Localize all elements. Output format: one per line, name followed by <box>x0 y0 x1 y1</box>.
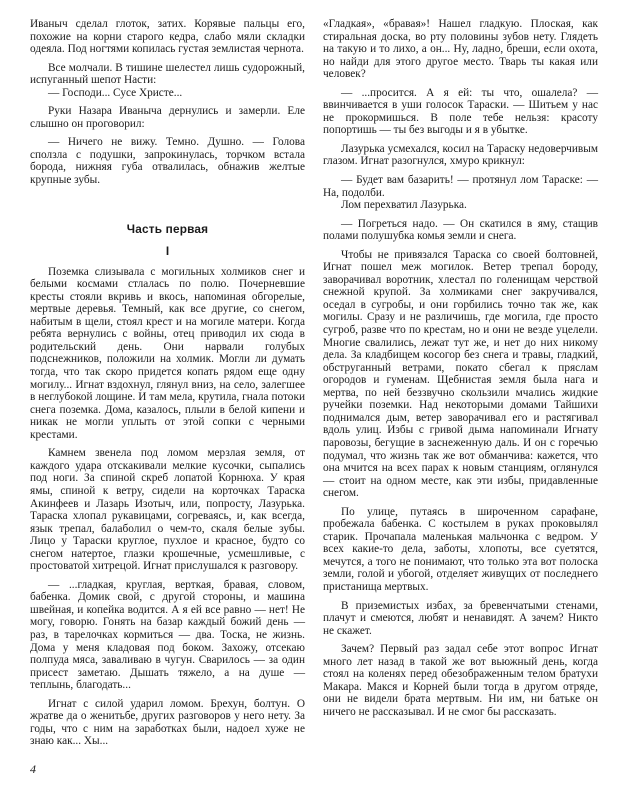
paragraph: Лом перехватил Лазурька. <box>341 199 467 212</box>
paragraph: Зачем? Первый раз задал себе этот вопрос Игнат много лет назад в такой же вот вьюжный день, когда стоял на коленях перед обезображенным телом братухи Макара. Макся и Корней были тогда в другом отряде, они не видели брата мертвым. Ни им, ни батьке он ничего не рассказывал. И не смог бы рассказать. <box>323 643 598 718</box>
paragraph: Иваныч сделал глоток, затих. Корявые пальцы его, похожие на корни старого кедра, слабо мяли складки одеяла. Под ногтями копилась густая землистая чернота. <box>30 18 305 56</box>
paragraph: — Ничего не вижу. Темно. Душно. — Голова сползла с подушки, запрокинулась, торчком встала борода, нижняя губа отвалилась, обнажив желтые крупные зубы. <box>30 136 305 187</box>
right-column <box>323 18 598 718</box>
paragraph: «Гладкая», «бравая»! Нашел гладкую. Плоская, как стиральная доска, во рту половины зубов нету. Глядеть на такую и то лихо, а он... Ну, ладно, бреши, если охота, но найди для этого другое место. Тварь ты какая или человек? <box>323 18 598 81</box>
paragraph: Игнат с силой ударил ломом. Брехун, болтун. О жратве да о женитьбе, других разговоров у него нету. За годы, что с ним на заработках были, надоел хуже не знаю как... Хы... <box>30 697 305 748</box>
book-page <box>30 18 598 780</box>
paragraph: — Будет вам базарить! — протянул лом Тараске: — На, подолби. <box>323 174 598 199</box>
paragraph: — ...гладкая, круглая, верткая, бравая, словом, бабенка. Домик свой, с другой стороны, и машина швейная, и копейка водится. А я ей все равно — нет! Не могу, говорю. Гонять на базар каждый божий день — раз, в тарелочках кормиться — два. Тоска, не жизнь. Дома у меня кладовая под боком. Захожу, отсекаю полпуда мяса, заваливаю в чугун. Сварилось — за один присест заметаю. Дышать тяжело, а на душе — теплынь, благодать... <box>30 578 305 692</box>
paragraph: — ...просится. А я ей: ты что, ошалела? — ввинчивается в уши голосок Тараски. — Шитьем у нас не прокормишься. В поле тебе нельзя: красоту попортишь — ты без выгоды и я в убытке. <box>323 86 598 137</box>
paragraph: Чтобы не привязался Тараска со своей болтовней, Игнат пошел меж могилок. Ветер трепал бороду, заворачивал воротник, хлестал по голенищам черствой снежной крупой. За холмиками снег закручивался, оседал в сугробы, и они горбились точно так же, как могилы. Сразу и не различишь, где могила, где просто сугроб, разве что по крестам, но и они не везде уцелели. Многие свалились, лежат тут же, и нет до них никому дела. За кладбищем косогор без снега и травы, гладкий, обструганный ветрами, покато сбегал к пряслам огородов и гуменам. Щебнистая земля была нага и мертва, по ней беззвучно скользили мчались жидкие ручейки поземки. Над некоторыми домами Тайшихи поднимался дым, ветер заворачивал его и растягивал вдоль улиц. Избы с гривой дыма напоминали Игнату паровозы, бегущие в заснеженную даль. И он с горечью подумал, что жизнь так же вот обманчива: кажется, что она мчится на всех парах к новым станциям, оглянулся — стоит на одном месте, как эти избы, придавленные снегом. <box>323 248 598 500</box>
part-heading: Часть первая <box>126 221 209 236</box>
left-column <box>30 18 305 748</box>
paragraph: — Господи... Сусе Христе... <box>48 86 183 99</box>
paragraph: По улице, путаясь в широченном сарафане, пробежала бабенка. С костылем в руках проковылял старик. Прочапала маленькая мальчонка с ведром. У всех какие-то дела, заботы, хлопоты, все суетятся, мечутся, а того не понимают, что только эта вот полоска земли, голой и убогой, отделяет живущих от последнего пристанища мертвых. <box>323 505 598 593</box>
paragraph: Камнем звенела под ломом мерзлая земля, от каждого удара отскакивали мелкие кусочки, сыпались под ноги. За спиной скреб лопатой Корнюха. У края ямы, спиной к ветру, сидели на корточках Тараска Акинфеев и Лазарь Изотыч, или, попросту, Лазурька. Тараска хлопал рукавицами, согреваясь, и, как всегда, язык трепал, балаболил о чем-то, скаля белые зубы. Лицо у Тараски круглое, пухлое и красное, будто со снегом натертое, глазки крошечные, усмешливые, с простоватой хитрецой. Игнат прислушался к разговору. <box>30 447 305 573</box>
paragraph: В приземистых избах, за бревенчатыми стенами, плачут и смеются, любят и ненавидят. А зачем? Никто не скажет. <box>323 599 598 637</box>
chapter-number: I <box>165 244 170 259</box>
paragraph: Руки Назара Иваныча дернулись и замерли. Еле слышно он проговорил: <box>30 105 305 130</box>
paragraph: — Погреться надо. — Он скатился в яму, стащив полами полушубка комья земли и снега. <box>323 217 598 243</box>
paragraph: Лазурька усмехался, косил на Тараску недоверчивым глазом. Игнат разогнулся, хмуро крикнул: <box>323 142 598 168</box>
paragraph: Все молчали. В тишине шелестел лишь судорожный, испуганный шепот Насти: <box>30 61 305 87</box>
paragraph: Поземка слизывала с могильных холмиков снег и белыми космами стлалась по полю. Почерневшие кресты стояли вкривь и вкось, напоминая обгорелые, мертвые деревья. Темный, как все другие, со снегом, набитым в щели, стоял крест и на могиле матери. Когда ребята вернулись с войны, отец приводил их сюда в родительский день. Они нарвали голубых подснежников, положили на холмик. Могли ли думать тогда, что так скоро придется копать рядом еще одну могилу... Игнат вздохнул, глянул вниз, на село, залегшее в неглубокой лощине. И там мела, крутила, гнала потоки снега поземка. Дома, казалось, плыли в белой кипени и никак не могли уплыть от этой сопки с черными крестами. <box>30 265 305 441</box>
page-number: 4 <box>30 762 36 776</box>
